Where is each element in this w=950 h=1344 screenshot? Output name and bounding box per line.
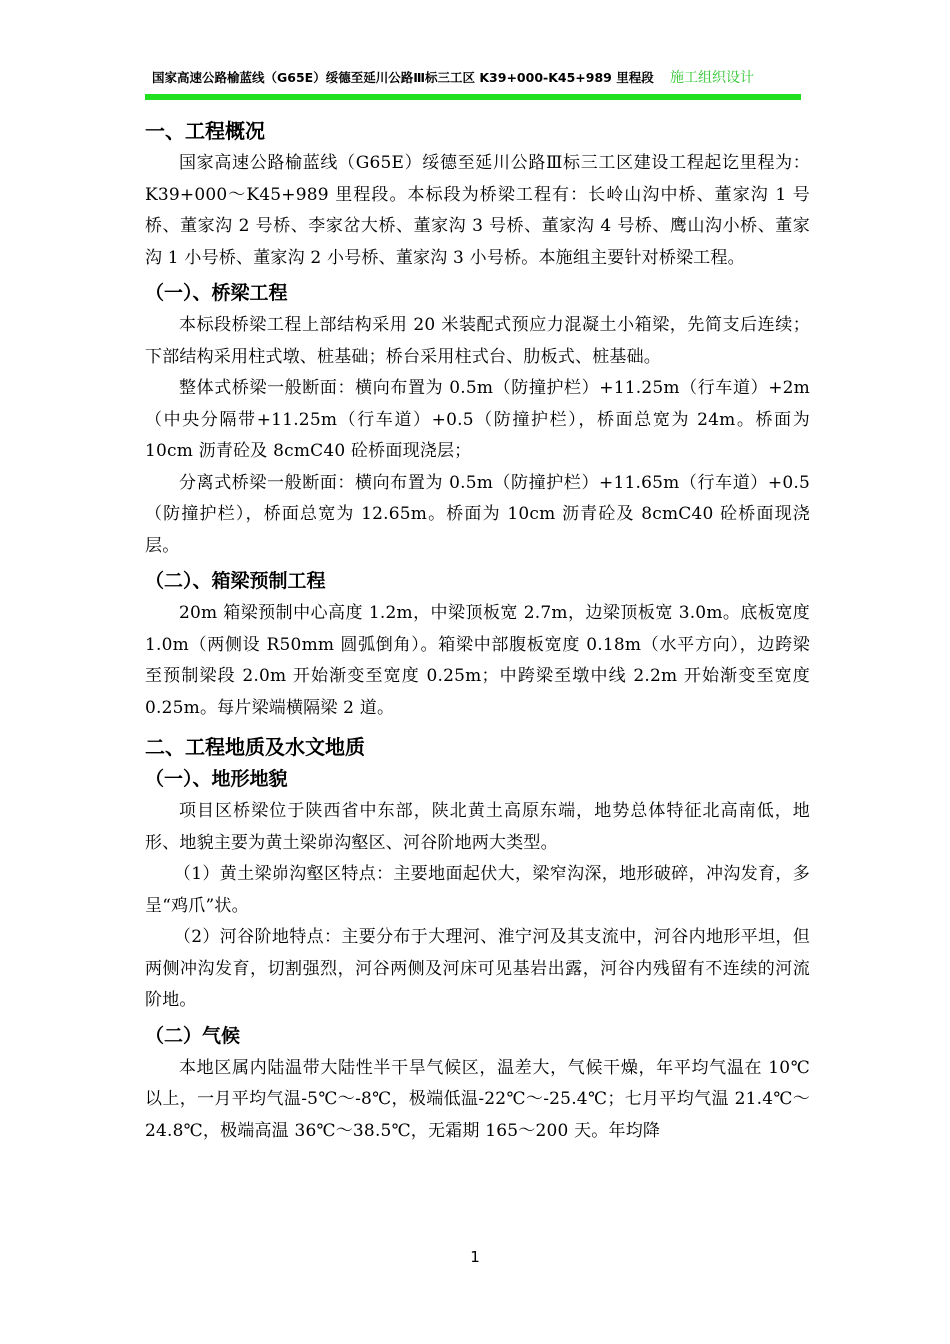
section-title-overview: 一、工程概况 bbox=[145, 119, 265, 143]
page-header bbox=[145, 66, 801, 88]
section-title-geology: 二、工程地质及水文地质 bbox=[145, 735, 365, 759]
subsection-title-topography: （一）、地形地貌 bbox=[145, 768, 288, 790]
paragraph-loess-area: （1）黄土梁峁沟壑区特点：主要地面起伏大，梁窄沟深，地形破碎，冲沟发育，多呈“鸡爪”状。 bbox=[145, 864, 810, 916]
page-number: 1 bbox=[470, 1248, 480, 1266]
paragraph-integral-bridge-section: 整体式桥梁一般断面：横向布置为 0.5m（防撞护栏）+11.25m（行车道）+2m（中央分隔带+11.25m（行车道）+0.5（防撞护栏），桥面总宽为 24m。桥面为 10cm 沥青砼及 8cmC40 砼桥面现浇层； bbox=[145, 378, 810, 461]
subsection-title-climate: （二）气候 bbox=[145, 1024, 241, 1047]
paragraph-box-girder: 20m 箱梁预制中心高度 1.2m，中梁顶板宽 2.7m，边梁顶板宽 3.0m。底板宽度 1.0m（两侧设 R50mm 圆弧倒角）。箱梁中部腹板宽度 0.18m（水平方向），边跨梁至预制梁段 2.0m 开始渐变至宽度 0.25m；中跨梁至墩中线 2.2m 开始渐变至宽度 0.25m。每片梁端横隔梁 2 道。 bbox=[145, 603, 810, 718]
subsection-title-box-girder: （二）、箱梁预制工程 bbox=[145, 570, 326, 592]
document-body bbox=[145, 108, 810, 1147]
paragraph-topography: 项目区桥梁位于陕西省中东部，陕北黄土高原东端，地势总体特征北高南低，地形、地貌主要为黄土梁峁沟壑区、河谷阶地两大类型。 bbox=[145, 801, 810, 853]
paragraph-overview: 国家高速公路榆蓝线（G65E）绥德至延川公路Ⅲ标三工区建设工程起讫里程为：K39+000～K45+989 里程段。本标段为桥梁工程有：长岭山沟中桥、董家沟 1 号桥、董家沟 2 号桥、李家岔大桥、董家沟 3 号桥、董家沟 4 号桥、鹰山沟小桥、董家沟 1 小号桥、董家沟 2 小号桥、董家沟 3 小号桥。本施组主要针对桥梁工程。 bbox=[145, 153, 810, 268]
header-project-title: 国家高速公路榆蓝线（G65E）绥德至延川公路Ⅲ标三工区 K39+000-K45+989 里程段 bbox=[152, 70, 654, 85]
paragraph-separated-bridge-section: 分离式桥梁一般断面：横向布置为 0.5m（防撞护栏）+11.65m（行车道）+0.5（防撞护栏），桥面总宽为 12.65m。桥面为 10cm 沥青砼及 8cmC40 砼桥面现浇层。 bbox=[145, 472, 810, 556]
header-document-type: 施工组织设计 bbox=[670, 70, 754, 86]
paragraph-climate: 本地区属内陆温带大陆性半干旱气候区，温差大，气候干燥，年平均气温在 10℃以上，一月平均气温-5℃～-8℃，极端低温-22℃～-25.4℃；七月平均气温 21.4℃～24.8℃，极端高温 36℃～38.5℃，无霜期 165～200 天。年均降 bbox=[145, 1057, 810, 1141]
header-divider bbox=[145, 94, 801, 100]
paragraph-river-terrace: （2）河谷阶地特点：主要分布于大理河、淮宁河及其支流中，河谷内地形平坦，但两侧冲沟发育，切割强烈，河谷两侧及河床可见基岩出露，河谷内残留有不连续的河流阶地。 bbox=[145, 927, 810, 1010]
subsection-title-bridge-works: （一）、桥梁工程 bbox=[145, 282, 288, 304]
paragraph-bridge-structure: 本标段桥梁工程上部结构采用 20 米装配式预应力混凝土小箱梁，先简支后连续；下部结构采用柱式墩、桩基础；桥台采用柱式台、肋板式、桩基础。 bbox=[145, 315, 810, 367]
